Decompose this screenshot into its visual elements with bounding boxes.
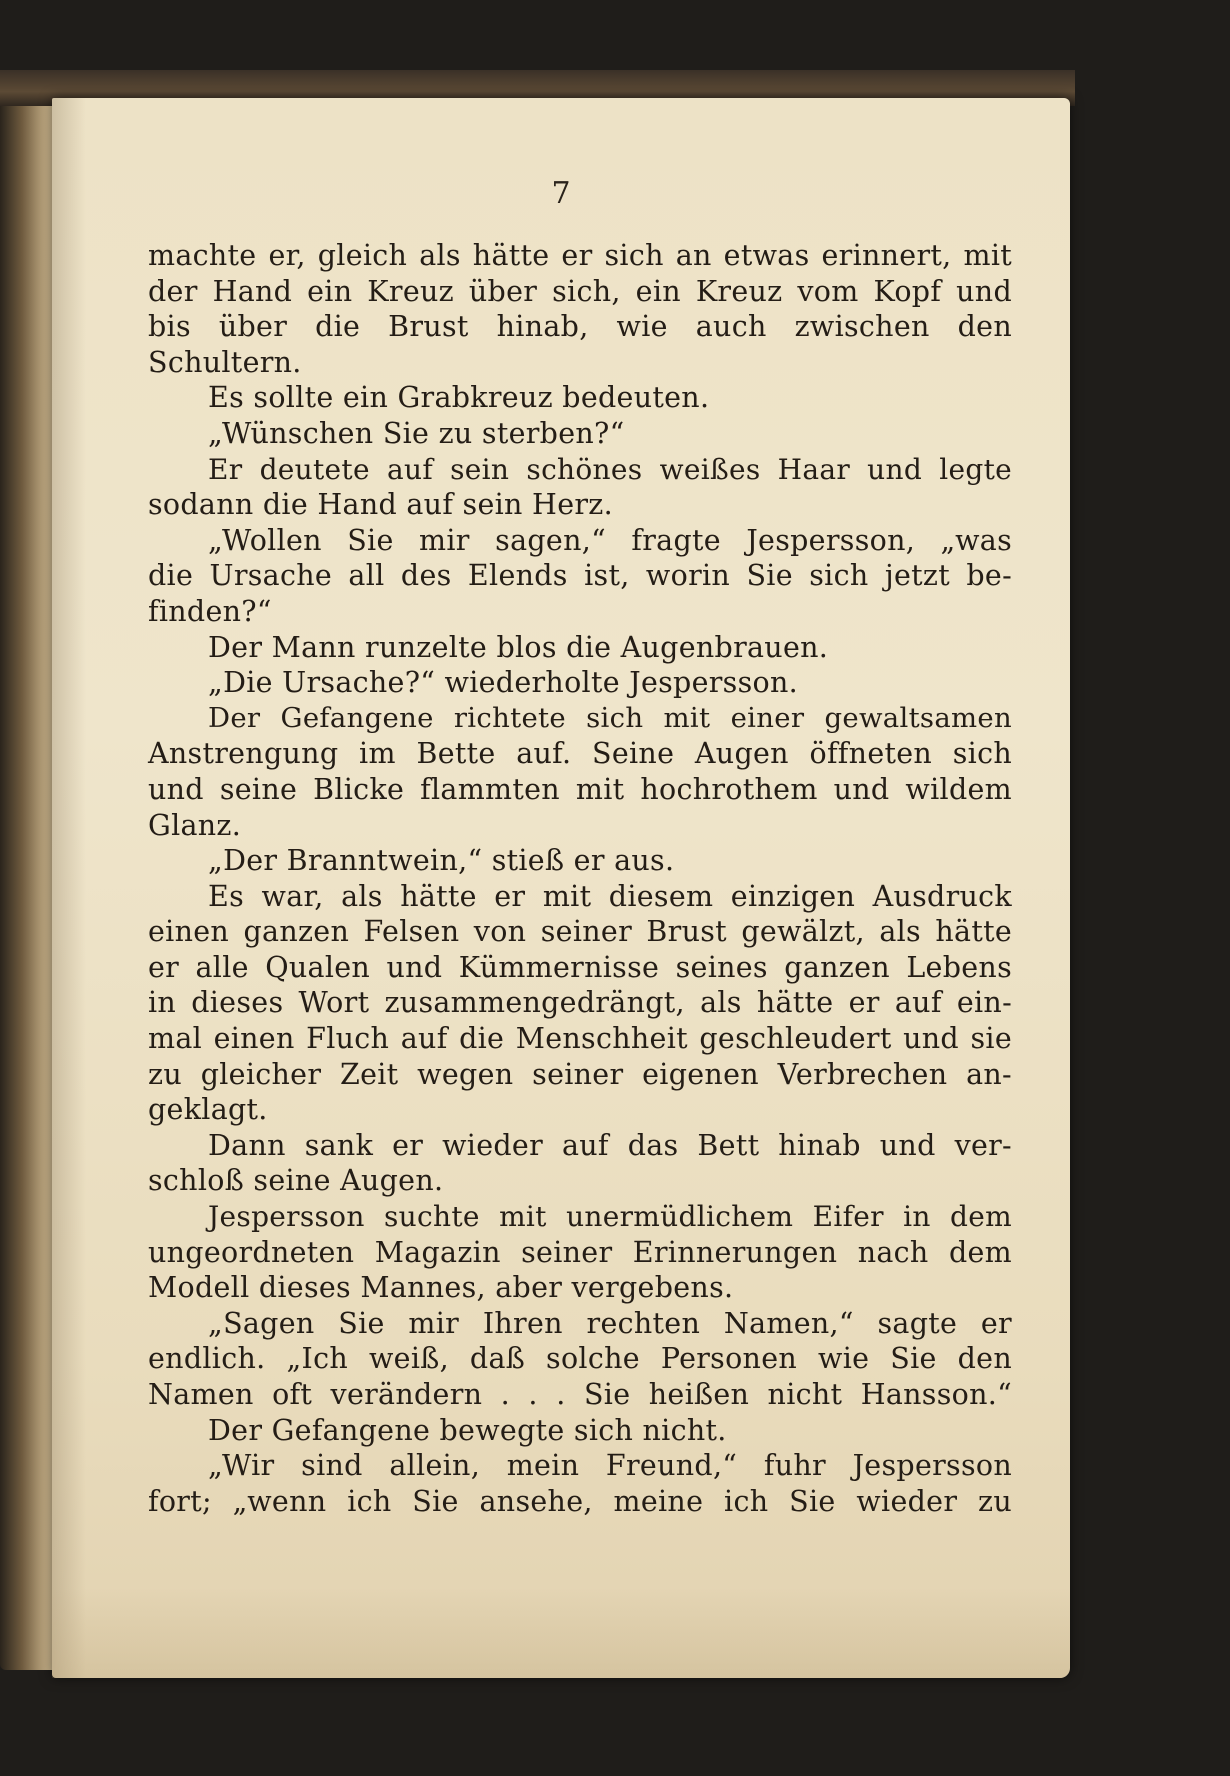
text-line: mal einen Fluch auf die Menschheit geschleudert und sie xyxy=(148,1022,1012,1056)
page-text-block xyxy=(148,238,1012,1519)
text-line: Es war, als hätte er mit diesem einzigen Ausdruck xyxy=(208,879,1012,913)
text-line: die Ursache all des Elends ist, worin Sie sich jetzt be- xyxy=(148,559,1012,593)
text-line: einen ganzen Felsen von seiner Brust gewälzt, als hätte xyxy=(148,915,1012,949)
text-line: Der Gefangene bewegte sich nicht. xyxy=(208,1413,727,1447)
text-line: und seine Blicke flammten mit hochrothem und wildem xyxy=(148,772,1012,806)
text-line: er alle Qualen und Kümmernisse seines ganzen Lebens xyxy=(148,950,1012,984)
text-line: „Der Branntwein,“ stieß er aus. xyxy=(208,844,675,878)
text-line: zu gleicher Zeit wegen seiner eigenen Verbrechen an- xyxy=(148,1057,1012,1091)
text-line: bis über die Brust hinab, wie auch zwischen den xyxy=(148,310,1012,344)
text-line: endlich. „Ich weiß, daß solche Personen wie Sie den xyxy=(148,1342,1012,1376)
text-line: der Hand ein Kreuz über sich, ein Kreuz vom Kopf und xyxy=(148,274,1012,308)
page-number: 7 xyxy=(551,176,571,211)
text-line: sodann die Hand auf sein Herz. xyxy=(148,488,613,522)
text-line: Schultern. xyxy=(148,345,302,379)
text-line: ungeordneten Magazin seiner Erinnerungen nach dem xyxy=(148,1235,1012,1269)
text-line: Anstrengung im Bette auf. Seine Augen öffneten sich xyxy=(148,737,1012,771)
book-page xyxy=(52,98,1070,1678)
text-line: Namen oft verändern . . . Sie heißen nicht Hansson.“ xyxy=(148,1378,1012,1411)
text-line: „Wünschen Sie zu sterben?“ xyxy=(208,416,625,450)
text-line: Dann sank er wieder auf das Bett hinab und ver- xyxy=(208,1128,1012,1162)
text-line: Modell dieses Mannes, aber vergebens. xyxy=(148,1271,734,1305)
text-line: „Wir sind allein, mein Freund,“ fuhr Jespersson xyxy=(208,1449,1012,1483)
text-line: Der Mann runzelte blos die Augenbrauen. xyxy=(208,630,829,664)
text-line: Der Gefangene richtete sich mit einer gewaltsamen xyxy=(208,701,1012,734)
text-line: geklagt. xyxy=(148,1093,268,1127)
text-line: finden?“ xyxy=(148,594,272,628)
text-line: machte er, gleich als hätte er sich an etwas erinnert, mit xyxy=(148,239,1012,272)
text-line: fort; „wenn ich Sie ansehe, meine ich Sie wieder zu xyxy=(148,1484,1012,1518)
text-line: Jespersson suchte mit unermüdlichem Eifer in dem xyxy=(208,1200,1012,1234)
text-line: Es sollte ein Grabkreuz bedeuten. xyxy=(208,381,710,415)
text-line: Er deutete auf sein schönes weißes Haar und legte xyxy=(208,452,1012,486)
text-line: Glanz. xyxy=(148,808,242,842)
text-line: „Sagen Sie mir Ihren rechten Namen,“ sagte er xyxy=(208,1306,1012,1340)
text-line: in dieses Wort zusammengedrängt, als hätte er auf ein- xyxy=(148,986,1012,1020)
text-line: schloß seine Augen. xyxy=(148,1164,444,1198)
text-line: „Die Ursache?“ wiederholte Jespersson. xyxy=(208,666,798,700)
text-line: „Wollen Sie mir sagen,“ fragte Jespersson, „was xyxy=(208,523,1012,557)
